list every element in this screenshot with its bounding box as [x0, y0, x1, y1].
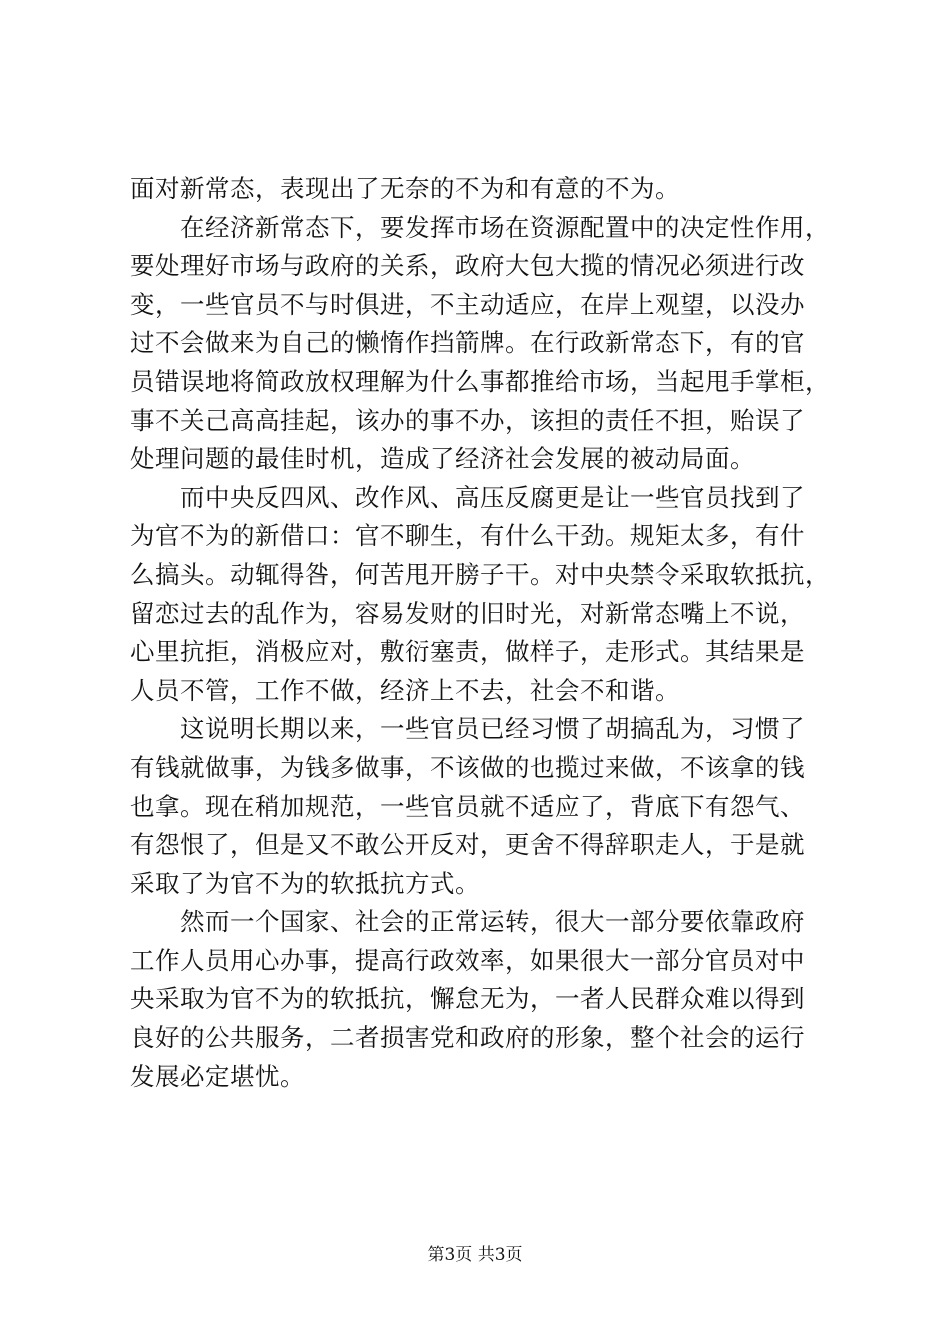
body-text: [130, 170, 830, 1096]
text-line: 发展必定堪忧。: [130, 1061, 305, 1091]
text-line: 良好的公共服务，二者损害党和政府的形象，整个社会的运行: [130, 1023, 805, 1053]
text-line: 工作人员用心办事，提高行政效率，如果很大一部分官员对中: [130, 945, 805, 975]
text-line: 也拿。现在稍加规范，一些官员就不适应了，背底下有怨气、: [130, 791, 805, 821]
text-line: 有怨恨了，但是又不敢公开反对，更舍不得辞职走人，于是就: [130, 830, 805, 860]
text-line: 有钱就做事，为钱多做事，不该做的也揽过来做，不该拿的钱: [130, 752, 805, 782]
text-line: 而中央反四风、改作风、高压反腐更是让一些官员找到了: [130, 482, 805, 512]
text-line: 央采取为官不为的软抵抗，懈怠无为，一者人民群众难以得到: [130, 984, 805, 1014]
page-number-footer: 第3页 共3页: [427, 1245, 523, 1265]
text-line: 变，一些官员不与时俱进，不主动适应，在岸上观望，以没办: [130, 289, 805, 319]
text-line: 事不关己高高挂起，该办的事不办，该担的责任不担，贻误了: [130, 405, 805, 435]
text-line: 么搞头。动辄得咎，何苦甩开膀子干。对中央禁令采取软抵抗，: [130, 559, 830, 589]
text-line: 然而一个国家、社会的正常运转，很大一部分要依靠政府: [130, 907, 805, 937]
text-line: 要处理好市场与政府的关系，政府大包大揽的情况必须进行改: [130, 251, 805, 281]
text-line: 采取了为官不为的软抵抗方式。: [130, 868, 480, 898]
text-line: 人员不管，工作不做，经济上不去，社会不和谐。: [130, 675, 680, 705]
text-line: 处理问题的最佳时机，造成了经济社会发展的被动局面。: [130, 444, 755, 474]
text-line: 留恋过去的乱作为，容易发财的旧时光，对新常态嘴上不说，: [130, 598, 805, 628]
text-line: 过不会做来为自己的懒惰作挡箭牌。在行政新常态下，有的官: [130, 328, 805, 358]
text-line: 为官不为的新借口：官不聊生，有什么干劲。规矩太多，有什: [130, 521, 805, 551]
text-line: 员错误地将简政放权理解为什么事都推给市场，当起甩手掌柜，: [130, 366, 830, 396]
text-line: 面对新常态，表现出了无奈的不为和有意的不为。: [130, 174, 680, 203]
text-line: 心里抗拒，消极应对，敷衍塞责，做样子，走形式。其结果是: [130, 637, 805, 667]
text-line: 在经济新常态下，要发挥市场在资源配置中的决定性作用，: [130, 212, 830, 242]
text-line: 这说明长期以来，一些官员已经习惯了胡搞乱为，习惯了: [130, 714, 805, 744]
